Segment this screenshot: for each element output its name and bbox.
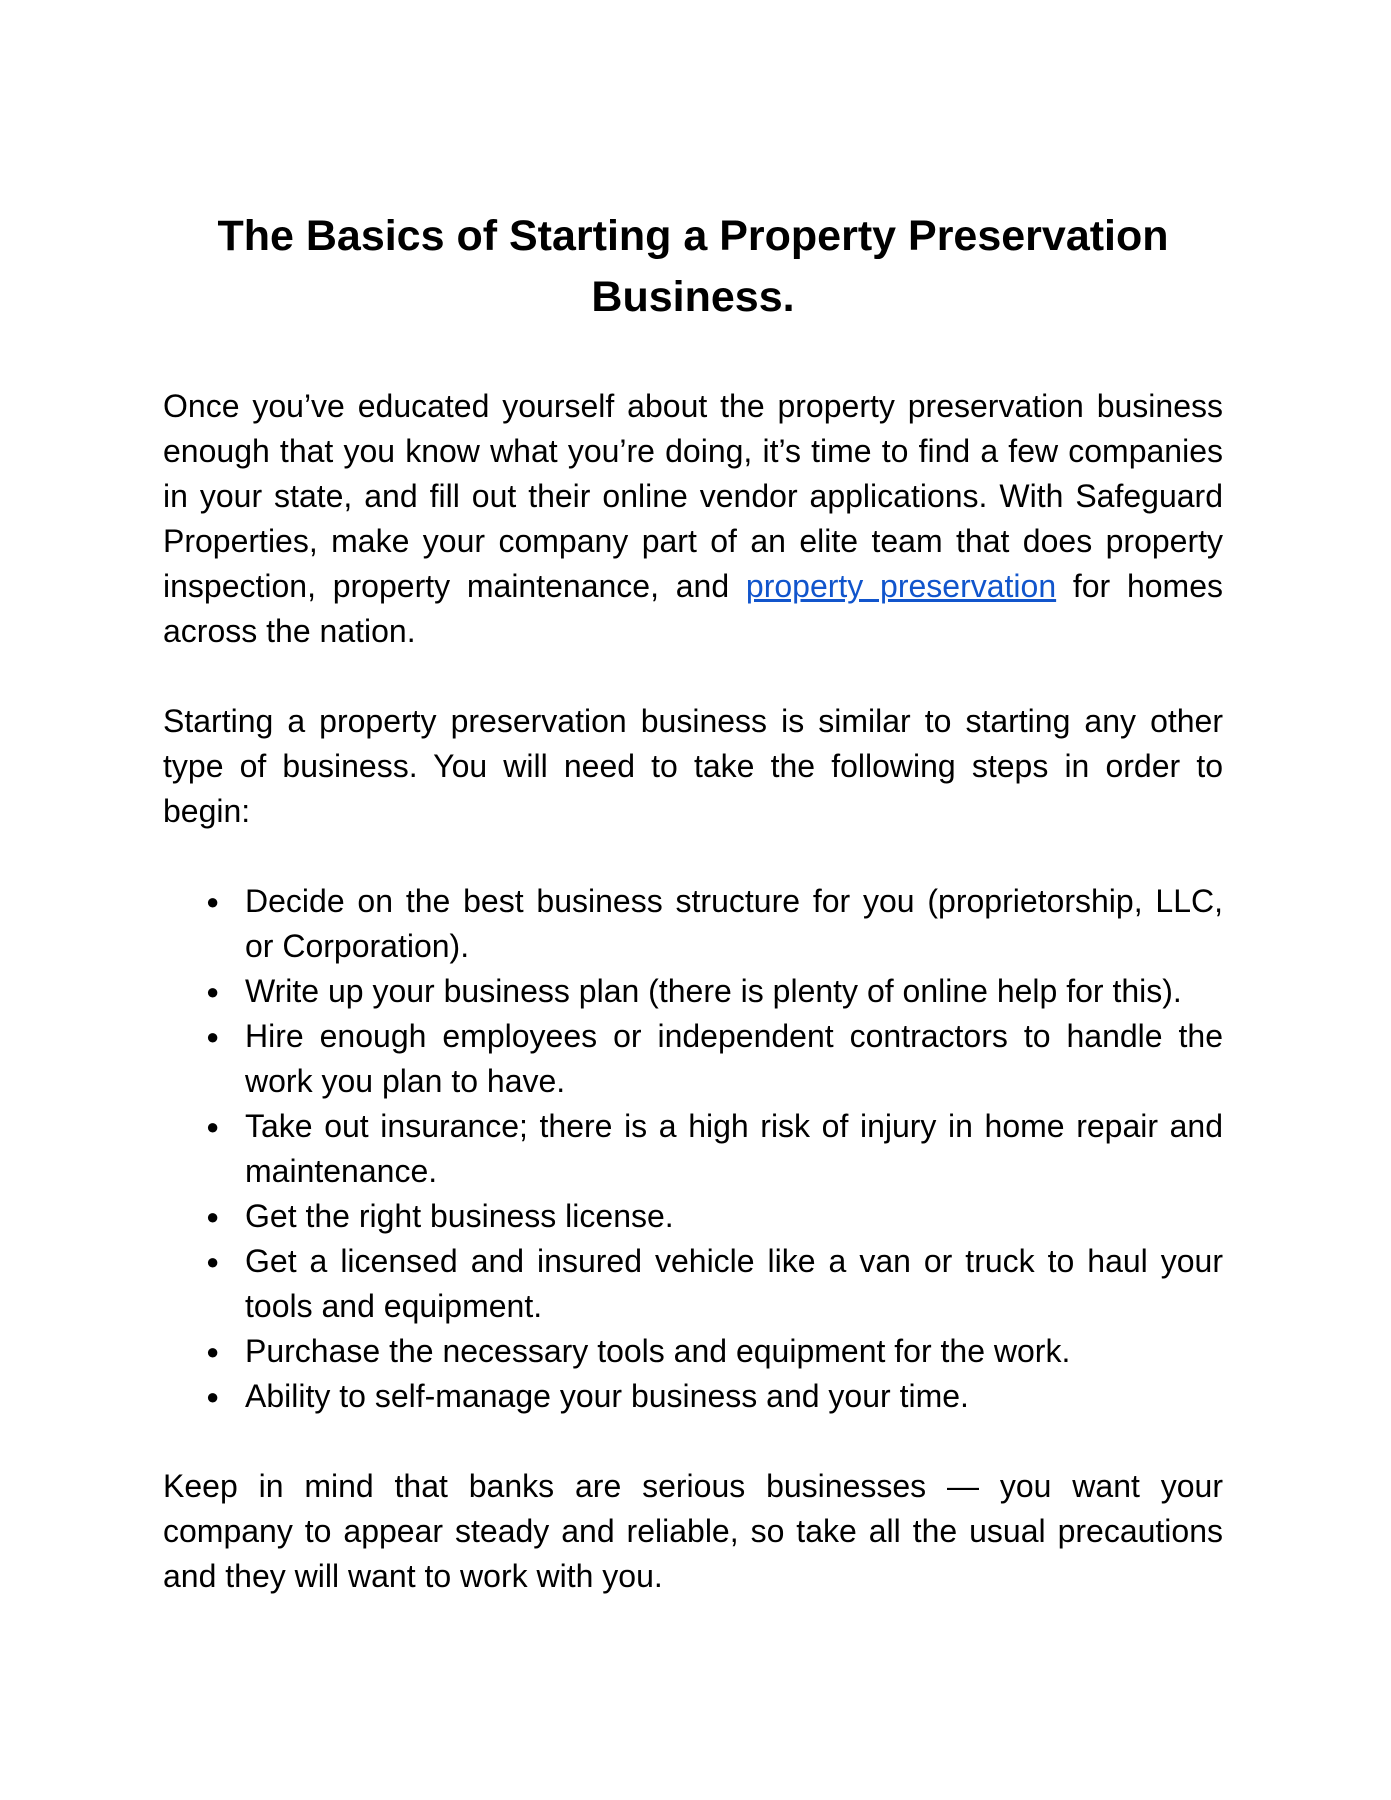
list-item [163, 1239, 1223, 1329]
closing-paragraph: Keep in mind that banks are serious businesses — you want your company to appear steady and reliable, so take all the usual precautions and they will want to work with you. [163, 1468, 1223, 1594]
steps-list [163, 879, 1223, 1419]
list-item-text: Get the right business license. [245, 1198, 674, 1234]
list-item-text: Hire enough employees or independent contractors to handle the work you plan to have. [245, 1018, 1223, 1099]
bullet-icon: ● [206, 1249, 220, 1274]
list-item-text: Take out insurance; there is a high risk of injury in home repair and maintenance. [245, 1108, 1223, 1189]
steps-intro-paragraph: Starting a property preservation business is similar to starting any other type of business. You will need to take the following steps in order to begin: [163, 703, 1223, 829]
list-item [163, 1194, 1223, 1239]
bullet-icon: ● [206, 1204, 220, 1229]
list-item-text: Write up your business plan (there is plenty of online help for this). [245, 973, 1182, 1009]
list-item-text: Decide on the best business structure for you (proprietorship, LLC, or Corporation). [245, 883, 1223, 964]
list-item [163, 969, 1223, 1014]
list-item [163, 1014, 1223, 1104]
bullet-icon: ● [206, 1384, 220, 1409]
list-item-text: Get a licensed and insured vehicle like a van or truck to haul your tools and equipment. [245, 1243, 1223, 1324]
bullet-icon: ● [206, 1114, 220, 1139]
property-preservation-link[interactable]: property preservation [745, 568, 1057, 604]
document-page [163, 206, 1223, 1599]
bullet-icon: ● [206, 1024, 220, 1049]
intro-text-after-link: for homes across the nation. [163, 568, 1224, 649]
list-item [163, 1329, 1223, 1374]
list-item [163, 1104, 1223, 1194]
list-item-text: Ability to self-manage your business and your time. [245, 1378, 969, 1414]
intro-paragraph [163, 384, 1223, 654]
list-item [163, 1374, 1223, 1419]
list-item-text: Purchase the necessary tools and equipment for the work. [245, 1333, 1071, 1369]
document-title: The Basics of Starting a Property Preservation Business. [217, 212, 1169, 321]
bullet-icon: ● [206, 1339, 220, 1364]
list-item [163, 879, 1223, 969]
intro-text-before-link: Once you’ve educated yourself about the property preservation business enough that you know what you’re doing, it’s time to find a few companies in your state, and fill out their online vendor applications. With Safeguard Properties, make your company part of an elite team that does property inspection, property maintenance, and [163, 388, 1223, 604]
bullet-icon: ● [206, 889, 220, 914]
bullet-icon: ● [206, 979, 220, 1004]
